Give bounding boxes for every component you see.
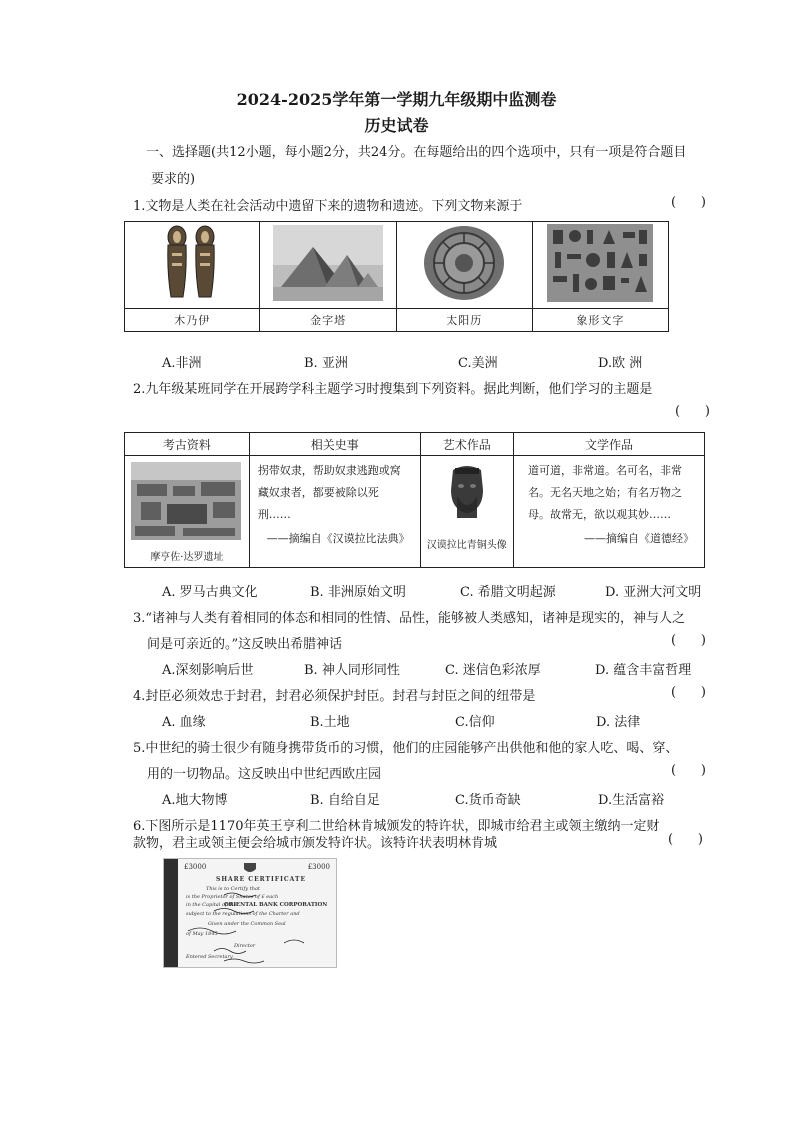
charter-line-1: This is to Certify that	[206, 886, 260, 892]
question-6-stem: 6.下图所示是1170年英王亨利二世给林肯城颁发的特许状，即城市给君主或领主缴纳一定财	[133, 819, 660, 834]
q4-option-a[interactable]: A. 血缘	[162, 715, 206, 730]
q1-option-d[interactable]: D.欧 洲	[598, 356, 643, 371]
crest-icon	[242, 861, 258, 875]
q3-option-c[interactable]: C. 迷信色彩浓厚	[445, 663, 541, 678]
caption-sun-calendar: 太阳历	[396, 309, 532, 332]
q3-option-d[interactable]: D. 蕴含丰富哲理	[595, 663, 692, 678]
charter-left-border	[164, 859, 178, 967]
answer-bracket-3: ( )	[671, 633, 706, 648]
q1-option-c[interactable]: C.美洲	[458, 356, 498, 371]
header-literature: 文学作品	[513, 433, 704, 456]
history-text: 拐带奴隶，帮助奴隶逃跑或窝藏奴隶者，都要被除以死刑……	[257, 464, 401, 521]
q4-option-c[interactable]: C.信仰	[455, 715, 495, 730]
header-archaeology: 考古资料	[125, 433, 250, 456]
q2-option-b[interactable]: B. 非洲原始文明	[310, 585, 406, 600]
charter-image	[163, 858, 337, 968]
literature-source: ——摘编自《道德经》	[584, 532, 694, 545]
exam-title: 2024-2025学年第一学期九年级期中监测卷	[236, 90, 557, 109]
q5-option-c[interactable]: C.货币奇缺	[455, 793, 521, 808]
charter-amount-right: £3000	[307, 863, 330, 871]
section-instruction: 一、选择题(共12小题，每小题2分，共24分。在每题给出的四个选项中，只有一项是符合题目	[146, 145, 687, 160]
q2-material-table	[124, 432, 705, 568]
question-4-stem: 4.封臣必须效忠于封君，封君必须保护封臣。封君与封臣之间的纽带是	[133, 689, 536, 704]
q2-option-c[interactable]: C. 希腊文明起源	[460, 585, 556, 600]
charter-line-2: is the Proprietor of Shares of £ each	[186, 894, 279, 900]
question-3-stem-cont: 间是可亲近的。”这反映出希腊神话	[147, 637, 343, 652]
q2-option-d[interactable]: D. 亚洲大河文明	[605, 585, 702, 600]
question-3-stem: 3.“诸神与人类有着相同的体态和相同的性情、品性，能够被人类感知，诸神是现实的，神与人之	[133, 611, 686, 626]
sun-stone-icon	[419, 223, 509, 303]
answer-bracket-4: ( )	[671, 685, 706, 700]
charter-line-3: in the Capital of the	[186, 902, 237, 908]
caption-hieroglyph: 象形文字	[532, 309, 668, 332]
literature-text: 道可道，非常道。名可名，非常名。无名天地之始；有名万物之母。故常无，欲以观其妙……	[527, 464, 682, 521]
q1-option-a[interactable]: A.非洲	[162, 356, 202, 371]
q2-option-a[interactable]: A. 罗马古典文化	[162, 585, 258, 600]
mummy-image	[125, 222, 260, 309]
mummy-icon	[157, 223, 227, 303]
q4-option-d[interactable]: D. 法律	[596, 715, 641, 730]
charter-heading: SHARE CERTIFICATE	[216, 876, 307, 883]
archaeology-cell	[125, 456, 250, 568]
q1-option-b[interactable]: B. 亚洲	[304, 356, 348, 371]
literature-cell	[513, 456, 704, 568]
history-source: ——摘编自《汉谟拉比法典》	[266, 532, 410, 545]
q5-option-d[interactable]: D.生活富裕	[598, 793, 665, 808]
bronze-head-icon	[445, 464, 489, 524]
charter-line-8: Entered Secretary	[186, 954, 233, 960]
charter-line-5: Given under the Common Seal	[208, 921, 286, 927]
art-cell	[420, 456, 513, 568]
ruins-icon	[131, 462, 241, 540]
answer-bracket-6: ( )	[668, 832, 703, 847]
q5-option-a[interactable]: A.地大物博	[162, 793, 228, 808]
pyramid-image	[260, 222, 396, 309]
exam-subtitle: 历史试卷	[364, 116, 429, 135]
question-5-stem: 5.中世纪的骑士很少有随身携带货币的习惯，他们的庄园能够产出供他和他的家人吃、喝、穿、	[133, 741, 679, 756]
hieroglyph-icon	[547, 224, 653, 302]
archaeology-caption: 摩亨佐·达罗遗址	[150, 552, 224, 563]
charter-line-7: Director	[234, 943, 256, 949]
header-history: 相关史事	[249, 433, 420, 456]
question-6-stem-cont: 款物，君主或领主便会给城市颁发特许状。该特许状表明林肯城	[133, 836, 498, 851]
question-2-stem: 2.九年级某班同学在开展跨学科主题学习时搜集到下列资料。据此判断，他们学习的主题是	[133, 382, 653, 397]
section-instruction-cont: 要求的)	[151, 172, 196, 187]
q4-option-b[interactable]: B.土地	[310, 715, 350, 730]
caption-pyramid: 金字塔	[260, 309, 396, 332]
answer-bracket-5: ( )	[671, 763, 706, 778]
art-caption: 汉谟拉比青铜头像	[426, 540, 507, 551]
charter-bank: ORIENTAL BANK CORPORATION	[224, 902, 328, 908]
hieroglyph-image	[532, 222, 668, 309]
header-art: 艺术作品	[420, 433, 513, 456]
pyramid-icon	[273, 225, 383, 301]
q3-option-a[interactable]: A.深刻影响后世	[162, 663, 254, 678]
question-1-stem: 1.文物是人类在社会活动中遗留下来的遗物和遗迹。下列文物来源于	[133, 199, 523, 214]
charter-line-4: subject to the regulations of the Charter and	[186, 911, 300, 917]
handwriting-strokes	[184, 889, 334, 965]
history-cell	[249, 456, 420, 568]
q1-image-table	[124, 221, 669, 332]
caption-mummy: 木乃伊	[125, 309, 260, 332]
q3-option-b[interactable]: B. 神人同形同性	[304, 663, 400, 678]
charter-amount-left: £3000	[184, 863, 207, 871]
question-5-stem-cont: 用的一切物品。这反映出中世纪西欧庄园	[147, 767, 382, 782]
answer-bracket-2: ( )	[675, 404, 710, 419]
answer-bracket-1: ( )	[671, 195, 706, 210]
q5-option-b[interactable]: B. 自给自足	[310, 793, 380, 808]
sun-calendar-image	[396, 222, 532, 309]
charter-line-6: of May 1845	[186, 931, 218, 937]
